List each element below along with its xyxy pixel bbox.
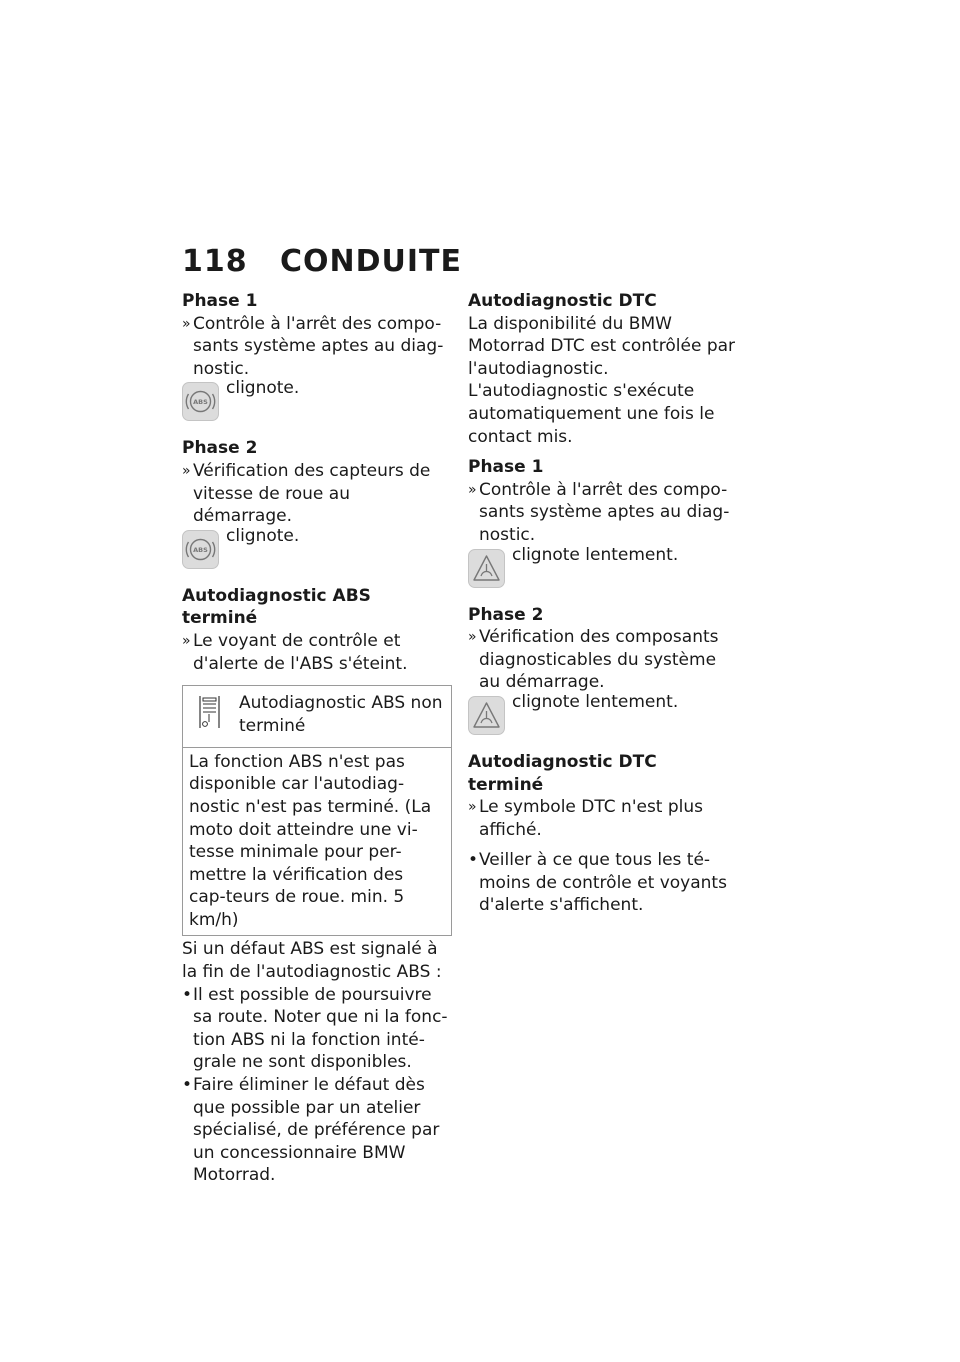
step-text: Contrôle à l'arrêt des compo-sants système aptes au diag-nostic. — [479, 479, 730, 545]
heading-phase-2: Phase 2 — [468, 604, 544, 625]
indicator-text: clignote lentement. — [512, 691, 679, 712]
indicator-row — [182, 525, 452, 573]
note-header — [183, 686, 451, 748]
note-title: Autodiagnostic ABS non terminé — [239, 693, 443, 736]
paragraph: Si un défaut ABS est signalé à la fin de l'autodiagnostic ABS : — [182, 939, 442, 983]
step-item — [468, 626, 736, 694]
step-marker: » — [182, 632, 191, 649]
note-body: La fonction ABS n'est pas disponible car l'autodiag-nostic n'est pas terminé. (La moto doit atteindre une vi-tesse minimale pour per-mettre la vérification des cap-teurs de roue. min. 5 km/h) — [189, 751, 432, 930]
bullet-text: Veiller à ce que tous les té-moins de contrôle et voyants d'alerte s'affichent. — [479, 850, 727, 916]
heading-dtc-done: Autodiagnostic DTC terminé — [468, 751, 657, 795]
heading-phase-2: Phase 2 — [182, 438, 258, 459]
step-text: Vérification des capteurs de vitesse de roue au démarrage. — [193, 460, 431, 527]
indicator-text: clignote. — [226, 525, 300, 546]
note-box — [182, 685, 452, 936]
bullet-marker: • — [182, 984, 193, 1005]
indicator-row — [182, 380, 452, 425]
indicator-text: clignote lentement. — [512, 544, 679, 565]
bullet-item — [182, 984, 452, 1074]
dtc-warning-lamp-icon — [468, 549, 505, 588]
step-text: Le voyant de contrôle et d'alerte de l'ABS s'éteint. — [193, 630, 408, 674]
svg-text:ABS: ABS — [193, 545, 208, 554]
page-number: 118 — [182, 244, 248, 279]
indicator-text: clignote. — [226, 378, 300, 399]
step-marker: » — [468, 629, 477, 646]
step-marker: » — [182, 462, 191, 479]
step-text: Le symbole DTC n'est plus affiché. — [479, 797, 704, 840]
dtc-warning-lamp-icon — [468, 696, 505, 735]
step-marker: » — [468, 481, 477, 498]
paragraph: La disponibilité du BMW Motorrad DTC est contrôlée par l'autodiagnostic. L'autodiagnostic s'exécute automatiquement une fois le contact mis. — [468, 313, 736, 447]
abs-warning-lamp-icon — [182, 530, 219, 569]
abs-warning-lamp-icon — [182, 382, 219, 421]
heading-phase-1: Phase 1 — [468, 457, 544, 478]
heading-dtc: Autodiagnostic DTC — [468, 291, 657, 311]
bullet-marker: • — [468, 850, 479, 871]
indicator-row — [468, 691, 736, 739]
step-marker: » — [182, 315, 191, 332]
step-item — [468, 796, 736, 841]
step-item — [182, 313, 452, 381]
step-item — [182, 630, 452, 675]
bullet-text: Il est possible de poursuivre sa route. Noter que ni la fonc-tion ABS ni la fonction inté-grale ne sont disponibles. — [193, 984, 448, 1073]
step-marker: » — [468, 799, 477, 816]
step-item — [182, 460, 452, 528]
bullet-text: Faire éliminer le défaut dès que possible par un atelier spécialisé, de préférence par un concessionnaire BMW Motorrad. — [193, 1075, 440, 1186]
heading-abs-done: Autodiagnostic ABS terminé — [182, 585, 371, 629]
bullet-item — [182, 1074, 452, 1187]
indicator-row — [468, 544, 736, 592]
bullet-marker: • — [182, 1075, 193, 1096]
step-text: Contrôle à l'arrêt des compo-sants système aptes au diag-nostic. — [193, 313, 444, 379]
right-column — [468, 290, 736, 917]
svg-text:ABS: ABS — [193, 398, 208, 407]
left-column — [182, 290, 452, 1187]
page-header — [182, 244, 462, 279]
bullet-item — [468, 849, 736, 917]
step-item — [468, 479, 736, 547]
heading-phase-1: Phase 1 — [182, 291, 258, 311]
chapter-title: CONDUITE — [280, 244, 463, 279]
step-text: Vérification des composants diagnosticables du système au démarrage. — [479, 627, 719, 693]
manual-note-icon — [197, 692, 233, 739]
